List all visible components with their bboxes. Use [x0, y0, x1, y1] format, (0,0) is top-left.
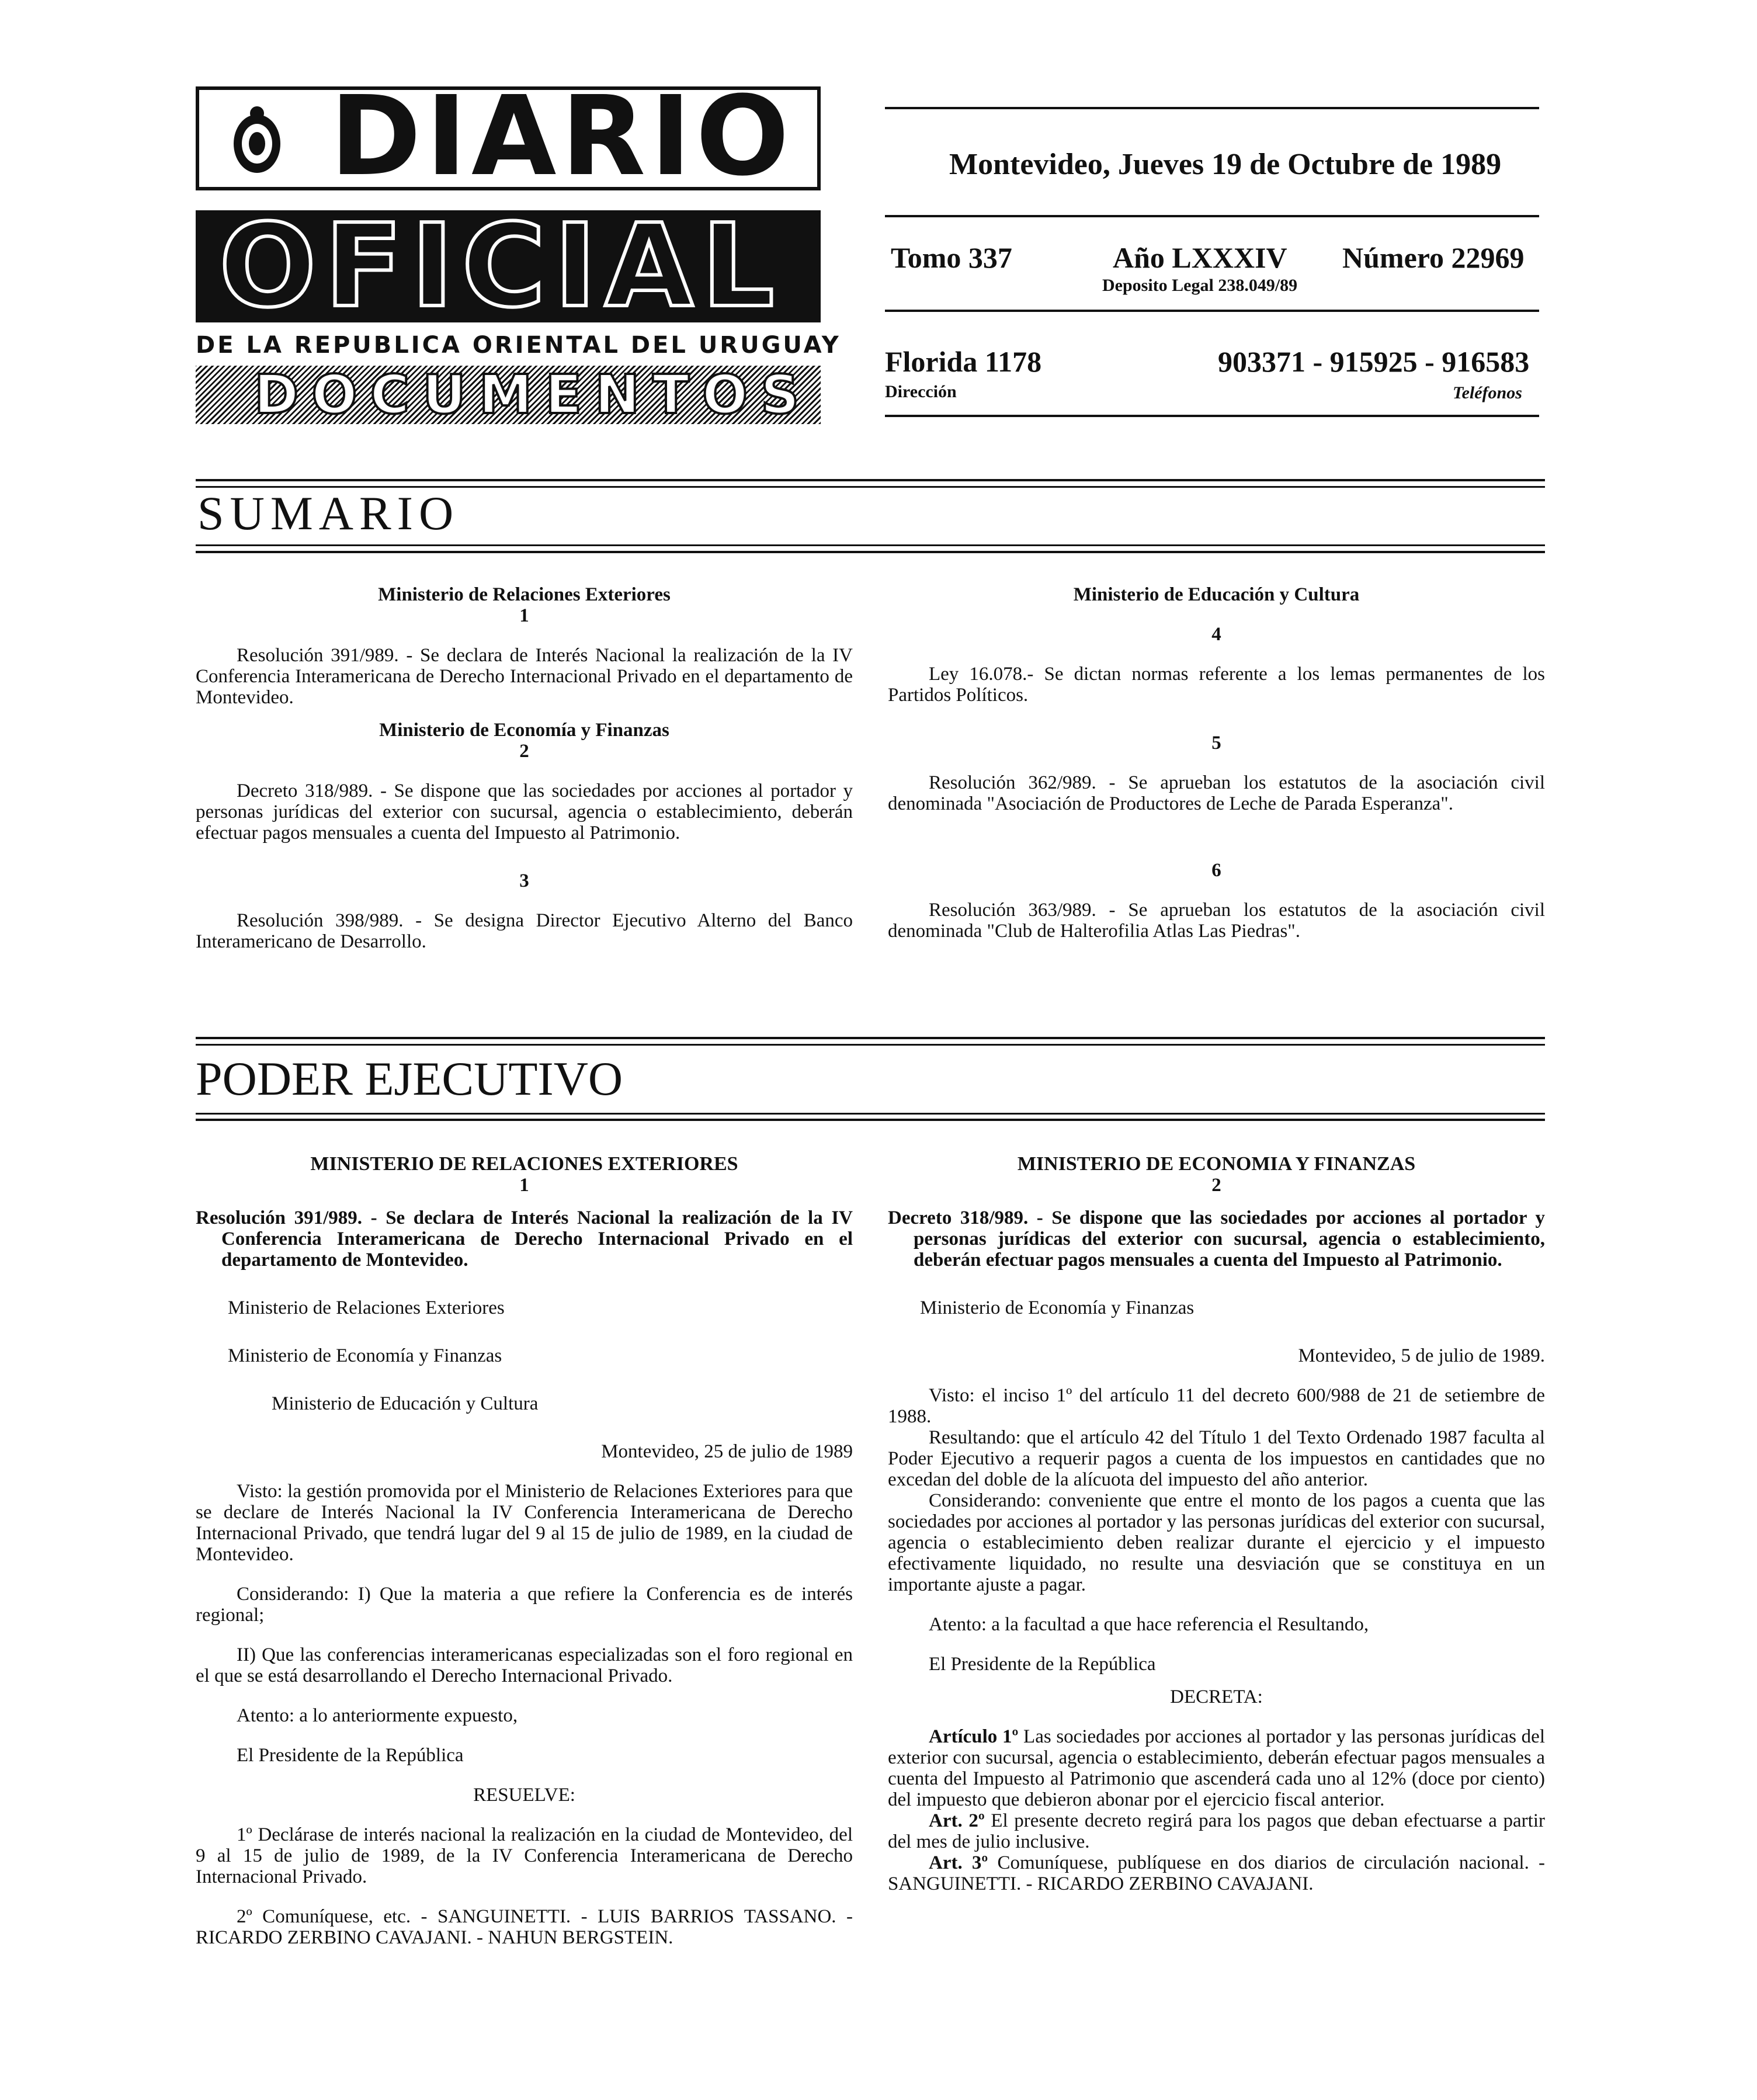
- sumario-item-1: Resolución 391/989. - Se declara de Interés Nacional la realización de la IV Conferencia Interamericana de Derecho Internacional Privado en el departamento de Montevideo.: [196, 645, 853, 708]
- ministry-heading-economia: MINISTERIO DE ECONOMIA Y FINANZAS: [1017, 1153, 1416, 1175]
- decree-318-visto: Visto: el inciso 1º del artículo 11 del decreto 600/988 de 21 de setiembre de 1988.: [888, 1385, 1545, 1427]
- numero: Número 22969: [1342, 241, 1525, 274]
- decreta-heading: DECRETA:: [1170, 1686, 1263, 1707]
- decree-318-title: Decreto 318/989. - Se dispone que las sociedades por acciones al portador y personas jurídicas del exterior con sucursal, agencia o establecimiento, deberán efectuar pagos mensuales a cuenta del Impuesto al Patrimonio.: [888, 1207, 1545, 1271]
- header-rule-2: [885, 215, 1539, 217]
- telefonos-value: 903371 - 915925 - 916583: [1218, 345, 1530, 378]
- sumario-right-column: [888, 584, 1545, 942]
- documentos-band: [196, 366, 821, 424]
- poder-num-1: 1: [519, 1175, 529, 1196]
- direccion-value: Florida 1178: [885, 345, 1042, 378]
- resolution-391-date: Montevideo, 25 de julio de 1989: [601, 1441, 853, 1462]
- direccion-label: Dirección: [885, 382, 957, 401]
- sumario-rule-bottom-1: [196, 544, 1545, 546]
- resolution-391-presidente: El Presidente de la República: [237, 1745, 464, 1766]
- decree-318-article-2: [888, 1810, 1545, 1852]
- article-3-label: Art. 3º: [929, 1852, 988, 1873]
- decree-318-resultando: Resultando: que el artículo 42 del Título 1 del Texto Ordenado 1987 faculta al Poder Ejecutivo a requerir pagos a cuenta de los impuestos en cantidades que no excedan del doble de la alícuota del impuesto del año anterior.: [888, 1427, 1545, 1490]
- article-2-label: Art. 2º: [929, 1810, 985, 1831]
- resolution-391-title: Resolución 391/989. - Se declara de Interés Nacional la realización de la IV Conferencia Interamericana de Derecho Internacional Privado en el departamento de Montevideo.: [196, 1207, 853, 1271]
- sumario-ministry-3: Ministerio de Educación y Cultura: [1073, 584, 1360, 605]
- resuelve-heading: RESUELVE:: [473, 1785, 575, 1806]
- logo-word-oficial: OFICIAL: [219, 200, 783, 333]
- sumario-ministry-1: Ministerio de Relaciones Exteriores: [378, 584, 671, 605]
- sumario-ministry-2: Ministerio de Economía y Finanzas: [379, 720, 669, 741]
- telefonos-label: Teléfonos: [1453, 383, 1522, 402]
- poder-right-column: [888, 1154, 1545, 1894]
- poder-rule-bottom-2: [196, 1119, 1545, 1121]
- sumario-num-5: 5: [1211, 733, 1221, 754]
- signer-economia: Ministerio de Economía y Finanzas: [228, 1345, 502, 1366]
- logo-subtitle: DE LA REPUBLICA ORIENTAL DEL URUGUAY: [196, 332, 841, 359]
- sumario-left-column: [196, 584, 853, 952]
- decree-318-date: Montevideo, 5 de julio de 1989.: [1298, 1345, 1545, 1366]
- signer-relaciones: Ministerio de Relaciones Exteriores: [228, 1297, 505, 1318]
- logo-band-text: DOCUMENTOS: [254, 366, 812, 424]
- resolution-391-considerando-1: Considerando: I) Que la materia a que refiere la Conferencia es de interés regional;: [196, 1584, 853, 1626]
- anio: Año LXXXIV: [1113, 241, 1287, 274]
- sumario-num-4: 4: [1211, 624, 1221, 645]
- header-rule-4: [885, 415, 1539, 417]
- sumario-item-6: Resolución 363/989. - Se aprueban los estatutos de la asociación civil denominada "Club de Halterofilia Atlas Las Piedras".: [888, 900, 1545, 942]
- sumario-num-2: 2: [519, 741, 529, 762]
- resolution-391-article-1: 1º Declárase de interés nacional la realización en la ciudad de Montevideo, del 9 al 15 de julio de 1989, de la IV Conferencia Interamericana de Derecho Internacional Privado.: [196, 1824, 853, 1887]
- ministry-heading-relaciones: MINISTERIO DE RELACIONES EXTERIORES: [310, 1153, 738, 1175]
- date-line: Montevideo, Jueves 19 de Octubre de 1989: [949, 148, 1502, 181]
- decree-318-atento: Atento: a la facultad a que hace referencia el Resultando,: [929, 1614, 1369, 1635]
- deposito-legal: Deposito Legal 238.049/89: [1102, 276, 1298, 295]
- sumario-item-4: Ley 16.078.- Se dictan normas referente a los lemas permanentes de los Partidos Políticos.: [888, 664, 1545, 706]
- decree-318-presidente: El Presidente de la República: [929, 1654, 1156, 1675]
- sumario-rule-bottom-2: [196, 551, 1545, 553]
- poder-left-column: [196, 1154, 853, 1948]
- decree-318-signer: Ministerio de Economía y Finanzas: [920, 1297, 1195, 1318]
- article-2-text: El presente decreto regirá para los pagos que deban efectuarse a partir del mes de julio inclusive.: [888, 1810, 1545, 1852]
- poder-num-2: 2: [1211, 1175, 1221, 1196]
- decree-318-article-3: [888, 1852, 1545, 1894]
- poder-rule-top-1: [196, 1037, 1545, 1039]
- poder-rule-bottom-1: [196, 1113, 1545, 1115]
- sumario-title: SUMARIO: [197, 487, 460, 540]
- resolution-391-visto: Visto: la gestión promovida por el Ministerio de Relaciones Exteriores para que se declare de Interés Nacional la IV Conferencia Interamericana de Derecho Internacional Privado, que tendrá lugar del 9 al 15 de julio de 1989, en la ciudad de Montevideo.: [196, 1481, 853, 1565]
- resolution-391-considerando-2: II) Que las conferencias interamericanas especializadas son el foro regional en el que se está desarrollando el Derecho Internacional Privado.: [196, 1644, 853, 1686]
- masthead-logo: [196, 72, 841, 425]
- coat-of-arms-icon: [219, 104, 295, 180]
- article-1-label: Artículo 1º: [929, 1726, 1019, 1747]
- sumario-item-5: Resolución 362/989. - Se aprueban los estatutos de la asociación civil denominada "Asociación de Productores de Leche de Parada Esperanza".: [888, 772, 1545, 814]
- decree-318-considerando: Considerando: conveniente que entre el monto de los pagos a cuenta que las sociedades por acciones al portador y las personas jurídicas del exterior con sucursal, agencia o establecimiento deben realizar durante el ejercicio y el impuesto efectivamente liquidado, no resulte una desviación que se constituya en un importante ajuste a pagar.: [888, 1490, 1545, 1595]
- header-rule-1: [885, 107, 1539, 109]
- tomo: Tomo 337: [891, 241, 1012, 274]
- sumario-item-2: Decreto 318/989. - Se dispone que las sociedades por acciones al portador y personas jurídicas del exterior con sucursal, agencia o establecimiento, deberán efectuar pagos mensuales a cuenta del Impuesto al Patrimonio.: [196, 780, 853, 844]
- article-3-text: Comuníquese, publíquese en dos diarios de circulación nacional. - SANGUINETTI. - RICARDO ZERBINO CAVAJANI.: [888, 1852, 1545, 1894]
- poder-rule-top-2: [196, 1044, 1545, 1046]
- resolution-391-atento: Atento: a lo anteriormente expuesto,: [237, 1705, 518, 1726]
- sumario-num-3: 3: [519, 870, 529, 891]
- poder-ejecutivo-title: PODER EJECUTIVO: [196, 1052, 623, 1105]
- sumario-num-1: 1: [519, 605, 529, 626]
- decree-318-article-1: [888, 1726, 1545, 1810]
- logo-word-diario: DIARIO: [330, 72, 794, 200]
- article-1-text: Las sociedades por acciones al portador y las personas jurídicas del exterior con sucursal, agencia o establecimiento, deberán efectuar pagos mensuales a cuenta del Impuesto al Patrimonio que ascenderá cada uno al 12% (doce por ciento) del impuesto que debieron abonar por el ejercicio fiscal anterior.: [888, 1726, 1546, 1810]
- sumario-item-3: Resolución 398/989. - Se designa Director Ejecutivo Alterno del Banco Interamericano de Desarrollo.: [196, 910, 853, 952]
- resolution-391-article-2: 2º Comuníquese, etc. - SANGUINETTI. - LUIS BARRIOS TASSANO. - RICARDO ZERBINO CAVAJANI. - NAHUN BERGSTEIN.: [196, 1906, 853, 1948]
- signer-educacion: Ministerio de Educación y Cultura: [272, 1393, 539, 1414]
- sumario-num-6: 6: [1211, 860, 1221, 881]
- header-rule-3: [885, 310, 1539, 312]
- sumario-rule-top-1: [196, 479, 1545, 481]
